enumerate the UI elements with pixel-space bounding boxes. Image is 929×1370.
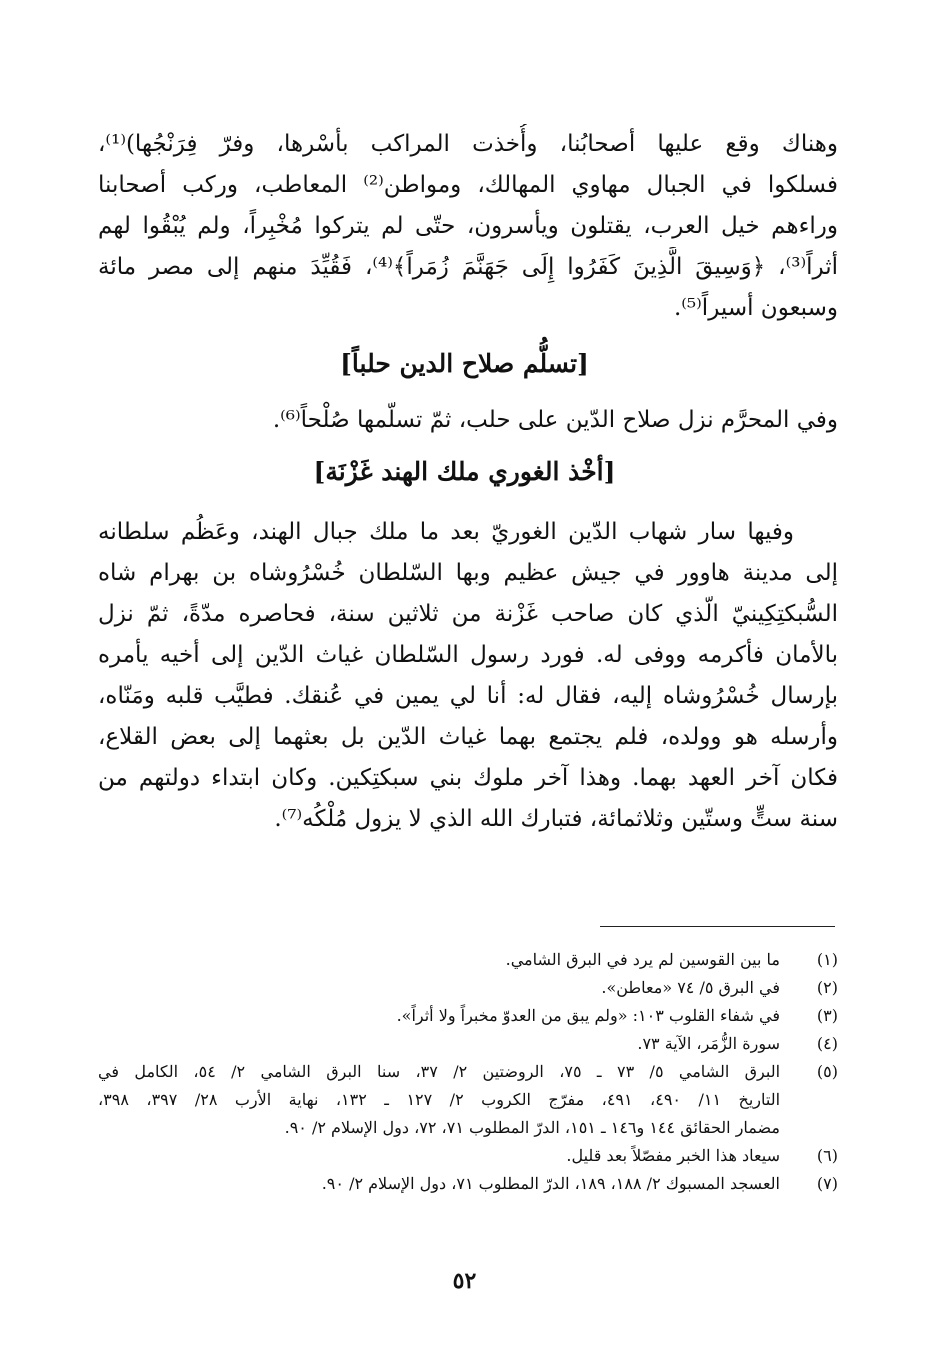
- footnote-text: [98, 1002, 780, 1030]
- text-line: وفيها سار شهاب الدّين الغوريّ بعد ما ملك جبال الهند، وعَظُم سلطانه: [98, 519, 794, 545]
- footnote-line: العسجد المسبوك ٢/ ١٨٨، ١٨٩، الدرّ المطلوب ٧١، دول الإسلام ٢/ ٩٠.: [321, 1174, 780, 1193]
- section-heading: [أخْذ الغوري ملك الهند غَزْنَة]: [313, 457, 616, 486]
- footnote-line: ما بين القوسين لم يرد في البرق الشامي.: [505, 950, 780, 969]
- text-line: سنة ستٍّ وستّين وثلاثمائة، فتبارك الله الذي لا يزول مُلْكُه⁽⁷⁾.: [274, 806, 838, 832]
- footnote: [98, 1170, 838, 1198]
- footnote-divider: [600, 926, 835, 927]
- footnote-line: التاريخ ١١/ ٤٩٠، ٤٩١، مفرّج الكروب ٢/ ١٢٧ ـ ١٣٢، نهاية الأرب ٢٨/ ٣٩٧، ٣٩٨،: [98, 1090, 780, 1109]
- footnote-line: في البرق ٥/ ٧٤ «معاطن».: [601, 978, 780, 997]
- footnote-number: (٦): [816, 1146, 838, 1165]
- text-line: بالأمان فأكرمه ووفى له. فورد رسول السّلطان غياث الدّين إلى أخيه يأمره: [98, 642, 838, 668]
- text-line: وسبعون أسيراً⁽⁵⁾.: [673, 295, 838, 321]
- paragraph-3: [98, 512, 838, 840]
- text-line: بإرسال خُسْرُوشاه إليه، فقال له: أنا لي يمين في عُنقك. فطيَّب قلبه ومَنّاه،: [98, 683, 838, 709]
- footnote-text: [98, 946, 780, 974]
- page-number: ٥٢: [452, 1268, 477, 1294]
- footnote: [98, 1002, 838, 1030]
- footnote-line: البرق الشامي ٥/ ٧٣ ـ ٧٥، الروضتين ٢/ ٣٧، سنا البرق الشامي ٢/ ٥٤، الكامل في: [98, 1062, 780, 1081]
- paragraph-2: وفي المحرَّم نزل صلاح الدّين على حلب، ثمّ تسلّمها صُلْحاً⁽⁶⁾.: [272, 407, 838, 433]
- footnote: [98, 1142, 838, 1170]
- footnote-text: [98, 1030, 780, 1058]
- footnote: [98, 1058, 838, 1142]
- footnote-number: (٤): [816, 1034, 838, 1053]
- footnote-number: (٧): [816, 1174, 838, 1193]
- text-line: فكان آخر العهد بهما. وهذا آخر ملوك بني سبكتِكين. وكان ابتداء دولتهم من: [98, 765, 838, 791]
- text-line: فسلكوا في الجبال مهاوي المهالك، ومواطن⁽²⁾ المعاطب، وركب أصحابنا: [98, 172, 838, 198]
- footnote: [98, 946, 838, 974]
- text-line: وراءهم خيل العرب، يقتلون ويأسرون، حتّى لم يتركوا مُخْبِراً، ولم يُبْقُوا لهم: [98, 213, 838, 239]
- paragraph-1: [98, 124, 838, 329]
- footnote-line: سورة الزُّمَر، الآية ٧٣.: [637, 1034, 780, 1053]
- footnote-text: [98, 1058, 780, 1142]
- footnote-text: [98, 1170, 780, 1198]
- footnote-line: في شفاء القلوب ١٠٣: «ولم يبق من العدوّ مخبراً ولا أثراً».: [396, 1006, 780, 1025]
- text-line: إلى مدينة هاوور في جيش عظيم وبها السّلطان خُسْرُوشاه بن بهرام شاه: [98, 560, 838, 586]
- footnote-text: [98, 974, 780, 1002]
- footnote-text: [98, 1142, 780, 1170]
- footnotes: [98, 946, 838, 1198]
- footnote-number: (٣): [816, 1006, 838, 1025]
- text-line: وهناك وقع عليها أصحابُنا، وأُخذت المراكب بأسْرها، وفرّ فِرَنْجُها)⁽¹⁾،: [98, 131, 838, 157]
- footnote-number: (١): [816, 950, 838, 969]
- footnote-line: سيعاد هذا الخبر مفصّلاً بعد قليل.: [566, 1146, 780, 1165]
- text-line: السُّبكتِكِينيّ الّذي كان صاحب غَزْنة من ثلاثين سنة، فحاصره مدّةً، ثمّ نزل: [98, 601, 838, 627]
- text-line: أثراً⁽³⁾، ﴿وَسِيقَ الَّذِينَ كَفَرُوا إِلَى جَهَنَّمَ زُمَراً﴾⁽⁴⁾، فَقُيِّدَ منهم إلى مصر مائة: [98, 254, 838, 280]
- footnote-number: (٥): [816, 1062, 838, 1081]
- text-line: وأرسله هو وولده، فلم يجتمع بهما غياث الدّين بل بعثهما إلى بعض القلاع،: [98, 724, 838, 750]
- footnote: [98, 1030, 838, 1058]
- footnote-line: مضمار الحقائق ١٤٤ و١٤٦ ـ ١٥١، الدرّ المطلوب ٧١، ٧٢، دول الإسلام ٢/ ٩٠.: [284, 1118, 780, 1137]
- section-heading: [تسلُّم صلاح الدين حلباً]: [340, 349, 589, 378]
- footnote-number: (٢): [816, 978, 838, 997]
- footnote: [98, 974, 838, 1002]
